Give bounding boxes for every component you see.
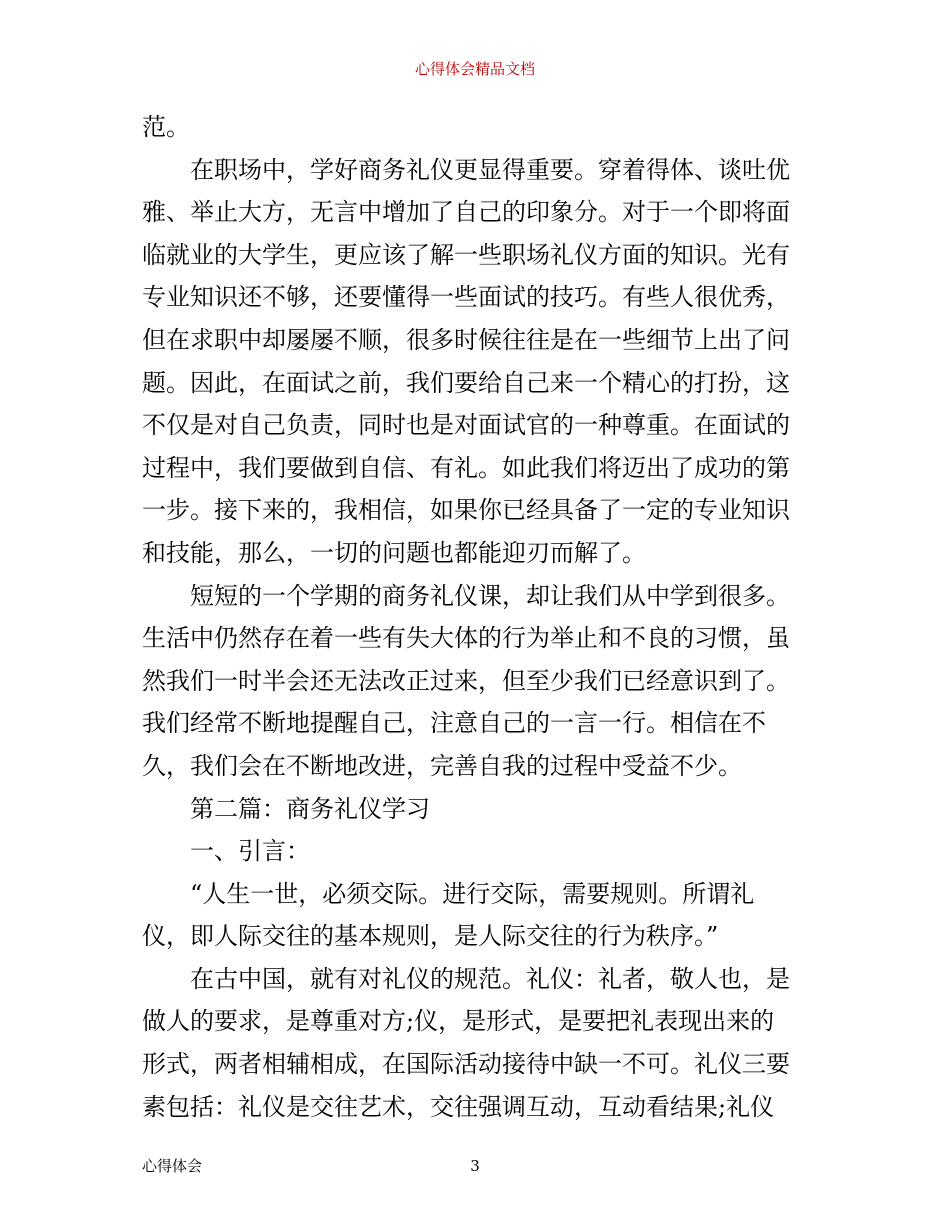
text-line: “人生一世，必须交际。进行交际，需要规则。所谓礼	[190, 879, 755, 908]
text-line: 不仅是对自己负责，同时也是对面试官的一种尊重。在面试的	[142, 411, 790, 440]
page-number: 3	[470, 1157, 480, 1175]
text-line: 在古中国，就有对礼仪的规范。礼仪：礼者，敬人也，是	[190, 964, 790, 993]
text-line: 一步。接下来的，我相信，如果你已经具备了一定的专业知识	[142, 496, 790, 525]
text-line: 专业知识还不够，还要懂得一些面试的技巧。有些人很优秀，	[142, 283, 790, 312]
text-line: 我们经常不断地提醒自己，注意自己的一言一行。相信在不	[142, 709, 766, 738]
text-line: 范。	[142, 113, 190, 141]
text-line: 久，我们会在不断地改进，完善自我的过程中受益不少。	[142, 751, 742, 780]
text-line: 雅、举止大方，无言中增加了自己的印象分。对于一个即将面	[142, 198, 790, 227]
text-line: 做人的要求，是尊重对方;仪，是形式，是要把礼表现出来的	[142, 1007, 775, 1036]
text-line: 生活中仍然存在着一些有失大体的行为举止和不良的习惯，虽	[142, 624, 790, 653]
footer-label: 心得体会	[142, 1157, 203, 1175]
text-line: 素包括：礼仪是交往艺术，交往强调互动，互动看结果;礼仪	[142, 1092, 775, 1121]
text-line: 题。因此，在面试之前，我们要给自己来一个精心的打扮，这	[142, 368, 790, 397]
text-line: 和技能，那么，一切的问题也都能迎刃而解了。	[142, 538, 646, 567]
text-line: 第二篇：商务礼仪学习	[190, 794, 430, 823]
text-line: 形式，两者相辅相成，在国际活动接待中缺一不可。礼仪三要	[142, 1050, 790, 1079]
text-line: 一、引言：	[190, 837, 310, 866]
text-line: 临就业的大学生，更应该了解一些职场礼仪方面的知识。光有	[142, 240, 790, 269]
document-body	[142, 106, 812, 1128]
text-line: 过程中，我们要做到自信、有礼。如此我们将迈出了成功的第	[142, 453, 790, 482]
text-line: 但在求职中却屡屡不顺，很多时候往往是在一些细节上出了问	[142, 325, 790, 354]
page-header-title: 心得体会精品文档	[414, 60, 535, 78]
text-line: 然我们一时半会还无法改正过来，但至少我们已经意识到了。	[142, 666, 790, 695]
text-line: 在职场中，学好商务礼仪更显得重要。穿着得体、谈吐优	[190, 155, 790, 184]
text-line: 短短的一个学期的商务礼仪课，却让我们从中学到很多。	[190, 581, 790, 610]
text-line: 仪，即人际交往的基本规则，是人际交往的行为秩序。”	[142, 922, 719, 951]
